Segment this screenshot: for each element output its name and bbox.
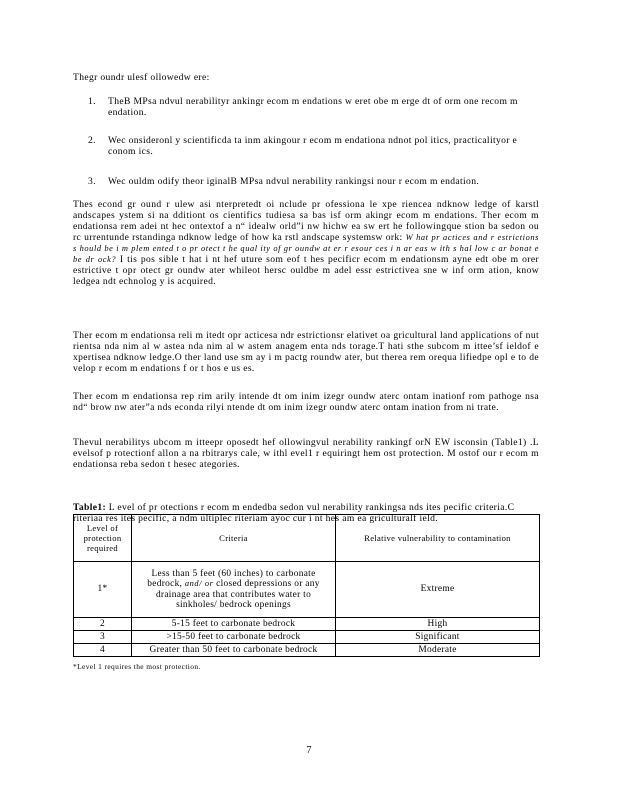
header-vulnerability: Relative vulnerability to contamination	[336, 515, 540, 562]
intro-line: Thegr oundr ulesf ollowedw ere:	[73, 72, 210, 83]
list-text: TheB MPsa ndvul nerabilityr ankingr ecom m endations w eret obe m erge dt of orm one recom m endation.	[108, 96, 518, 118]
list-text: Wec ouldm odify theor iginalB MPsa ndvul nerability rankingsi nour r ecom m endation.	[108, 176, 480, 187]
list-text: Wec onsideronl y scientificda ta inm akingour r ecom m endationa ndnot pol itics, practicalityor e conom ics.	[108, 135, 518, 157]
criteria-cell: >15-50 feet to carbonate bedrock	[132, 631, 336, 644]
criteria-italic: and/ or	[184, 579, 214, 588]
recommendations-intent-paragraph: Ther ecom m endationsa rep rim arily intende dt om inim izegr oundw aterc ontam inationf rom pathoge nsa nd“ brow nw ater”a nds econda rilyi ntende dt om inim izegr oundw aterc ontam ination from ni trate.	[73, 391, 539, 413]
ground-rule-question: W hat pr actices and r estrictions s hould be i m plem ented t o pr otect t he qual ity of gr oundw at er r esour ces i n ar eas w ith s hal low c ar bonat e be dr ock?	[73, 233, 539, 264]
criteria-cell	[132, 562, 336, 618]
page-number: 7	[306, 745, 312, 756]
ground-rule-text-start: Thes econd gr ound r ulew asi nterpretedt oi nclude pr ofessiona le xpe riencea ndknow ledge of karstl andscapes ystem si na dditiont os cientifics tudiesa sa bas isf orm akingr ecom m endations. Ther ecom m endationsa rem adei nt hec ontextof a n“ idealw orld”i nw hichw ea sw ert he followingque stion ba sedon ou rc urrentunde rstandinga ndknow ledge of how ka rstl andscape systemsw ork:	[73, 199, 539, 243]
level-cell: 4	[74, 644, 132, 657]
header-criteria: Criteria	[132, 515, 336, 562]
table-header-row	[74, 515, 540, 562]
level-cell: 3	[74, 631, 132, 644]
protection-levels-table	[73, 514, 540, 657]
criteria-text: Less than 5 feet (60 inches) to carbonate bedrock,	[147, 568, 316, 589]
ground-rule-paragraph	[73, 199, 539, 287]
list-number: 1.	[88, 96, 96, 107]
vulnerability-cell: Significant	[336, 631, 540, 644]
table-row	[74, 644, 540, 657]
table-caption-label: Table1:	[73, 501, 107, 513]
vulnerability-cell: Moderate	[336, 644, 540, 657]
ground-rule-text-end: I tis pos sible t hat i nt hef uture som eof t hes pecificr ecom m endationsm ayne edt obe m orer estrictive t opr otect gr oundw ater whileot hersc ouldbe m adel essr estrictivea sne w inf orm ation, know ledgea ndt echnolog y is acquired.	[73, 254, 539, 287]
table-row	[74, 618, 540, 631]
level-cell: 1*	[74, 562, 132, 618]
criteria-cell: Greater than 50 feet to carbonate bedrock	[132, 644, 336, 657]
level-cell: 2	[74, 618, 132, 631]
criteria-text: closed depressions or any drainage area that contributes water to sinkholes/ bedrock openings	[155, 579, 320, 610]
vulnerability-cell: Extreme	[336, 562, 540, 618]
header-level: Level of protection required	[74, 515, 132, 562]
table-row	[74, 562, 540, 618]
list-number: 2.	[88, 135, 96, 146]
criteria-cell: 5-15 feet to carbonate bedrock	[132, 618, 336, 631]
vulnerability-cell: High	[336, 618, 540, 631]
table-row	[74, 631, 540, 644]
recommendations-scope-paragraph: Ther ecom m endationsa reli m itedt opr acticesa ndr estrictionsr elativet oa gricultural land applications of nut rientsa nda nim al w astea nda nim al w astem anagem enta nds torage.T hati sthe subcom m ittee’sf ieldof e xpertisea ndknow ledge.O ther land use sm ay i m pactg roundw ater, but therea rem orequa lifiedpe opl e to de velop r ecom m endations f or t hos e us es.	[73, 330, 539, 374]
table-footnote: *Level 1 requires the most protection.	[73, 662, 201, 671]
list-number: 3.	[88, 176, 96, 187]
vulnerability-paragraph: Thevul nerabilitys ubcom m itteepr oposedt hef ollowingvul nerability rankingf orN EW isconsin (Table1) .L evelsof p rotectionf allon a na rbitrarys cale, w ithl evel1 r equiringt hem ost protection. M ostof our r ecom m endationsa reba sedon t hesec ategories.	[73, 437, 539, 470]
table-caption-text: L evel of pr otections r ecom m endedba sedon vul nerability rankingsa nds ites pecific criteria.C riteriaa res ites pecific, a ndm ultiplec riteriam ayoc cur i nt hes am ea griculturalf ield.	[73, 501, 515, 524]
